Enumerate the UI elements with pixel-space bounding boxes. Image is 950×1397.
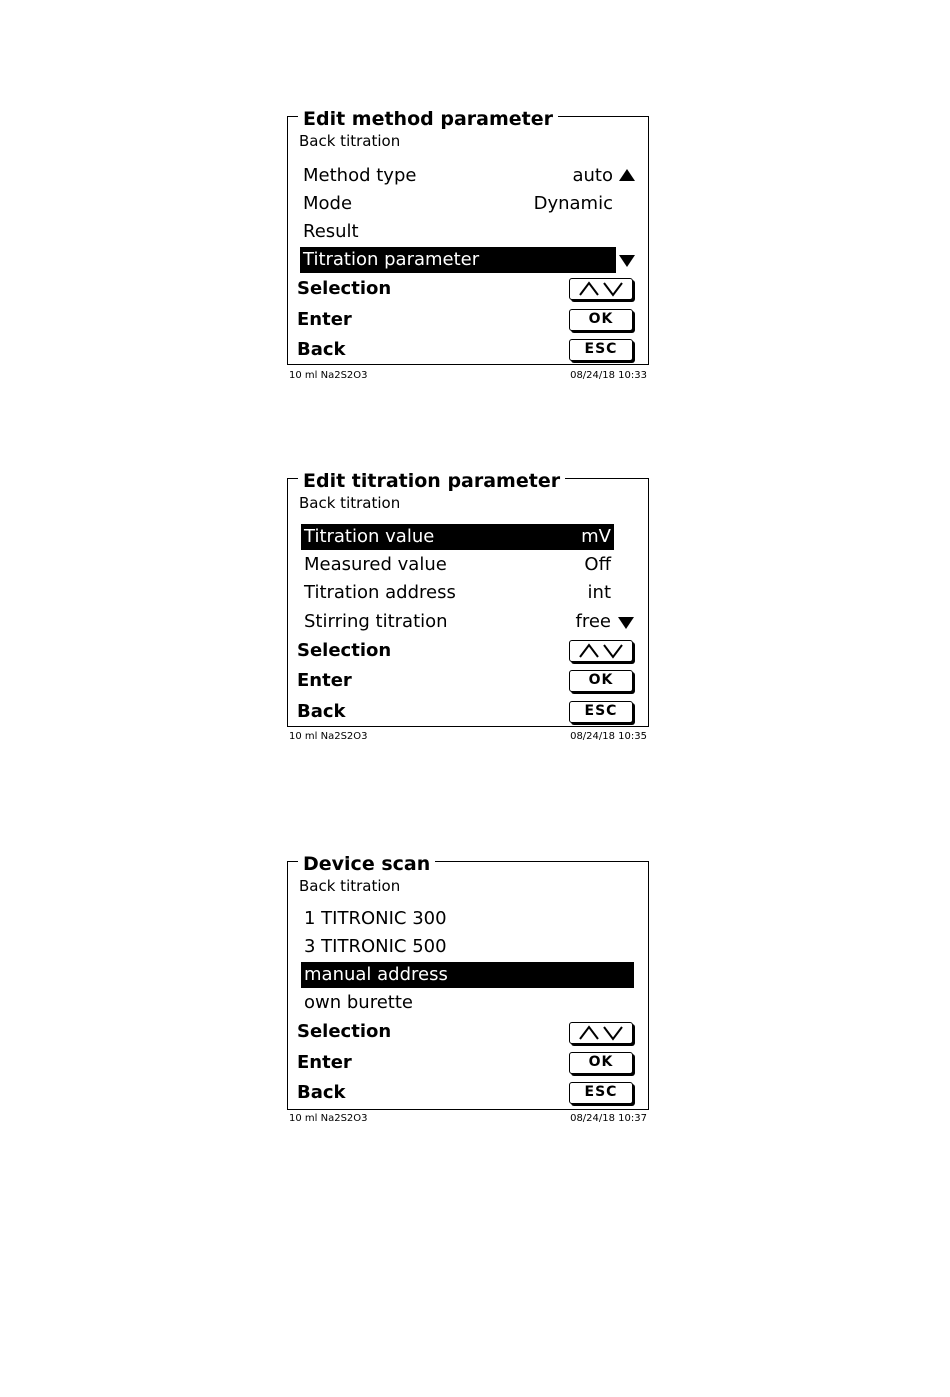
screen-subtitle: Back titration xyxy=(299,132,401,150)
screen-title: Edit method parameter xyxy=(298,109,558,129)
menu-item-measured-value[interactable] xyxy=(301,552,614,578)
screen-edit-titration-parameter xyxy=(287,470,649,727)
up-down-arrows-icon xyxy=(577,1024,625,1041)
esc-key[interactable]: ESC xyxy=(569,701,633,723)
footer-datetime: 08/24/18 10:33 xyxy=(570,370,647,381)
menu-item-device-1[interactable] xyxy=(301,906,634,932)
menu-item-label: Titration address xyxy=(304,582,456,603)
footer-reagent: 10 ml Na2S2O3 xyxy=(289,731,368,742)
footer-datetime: 08/24/18 10:35 xyxy=(570,731,647,742)
menu-item-value: auto xyxy=(572,165,613,186)
ok-key[interactable]: OK xyxy=(569,1052,633,1074)
menu-item-value: Dynamic xyxy=(533,193,613,214)
up-down-arrows-icon xyxy=(577,642,625,659)
menu-item-method-type[interactable] xyxy=(300,163,616,189)
scroll-down-icon xyxy=(619,255,635,267)
menu-item-label: Result xyxy=(303,221,359,242)
back-label: Back xyxy=(297,339,346,360)
menu-item-value: int xyxy=(587,582,611,603)
menu-item-device-3[interactable] xyxy=(301,934,634,960)
menu-item-value: Off xyxy=(584,554,611,575)
menu-item-stirring-titration[interactable] xyxy=(301,609,614,635)
enter-label: Enter xyxy=(297,1052,352,1073)
menu-item-titration-address[interactable] xyxy=(301,580,614,606)
back-label: Back xyxy=(297,1082,346,1103)
menu-item-value: mV xyxy=(581,526,611,547)
scroll-down-icon xyxy=(618,617,634,629)
menu-item-label: Method type xyxy=(303,165,417,186)
ok-key[interactable]: OK xyxy=(569,309,633,331)
footer-datetime: 08/24/18 10:37 xyxy=(570,1113,647,1124)
screen-device-scan xyxy=(287,853,649,1110)
menu-item-label: 3 TITRONIC 500 xyxy=(304,936,447,957)
screen-edit-method-parameter xyxy=(287,108,649,365)
menu-item-label: 1 TITRONIC 300 xyxy=(304,908,447,929)
screen-title: Edit titration parameter xyxy=(298,471,565,491)
menu-item-mode[interactable] xyxy=(300,191,616,217)
menu-item-titration-parameter[interactable] xyxy=(300,247,616,273)
menu-item-value: free xyxy=(575,611,611,632)
menu-item-label: manual address xyxy=(304,964,448,985)
back-label: Back xyxy=(297,701,346,722)
menu-item-label: Measured value xyxy=(304,554,447,575)
selection-label: Selection xyxy=(297,640,392,661)
menu-item-label: own burette xyxy=(304,992,413,1013)
footer-reagent: 10 ml Na2S2O3 xyxy=(289,370,368,381)
menu-item-titration-value[interactable] xyxy=(301,524,614,550)
selection-key[interactable] xyxy=(569,640,633,662)
menu-item-label: Titration value xyxy=(304,526,435,547)
selection-key[interactable] xyxy=(569,278,633,300)
esc-key[interactable]: ESC xyxy=(569,339,633,361)
menu-item-label: Mode xyxy=(303,193,353,214)
menu-item-label: Stirring titration xyxy=(304,611,448,632)
selection-label: Selection xyxy=(297,278,392,299)
esc-key[interactable]: ESC xyxy=(569,1082,633,1104)
selection-label: Selection xyxy=(297,1021,392,1042)
menu-item-own-burette[interactable] xyxy=(301,990,634,1016)
footer-reagent: 10 ml Na2S2O3 xyxy=(289,1113,368,1124)
enter-label: Enter xyxy=(297,670,352,691)
enter-label: Enter xyxy=(297,309,352,330)
selection-key[interactable] xyxy=(569,1022,633,1044)
menu-item-result[interactable] xyxy=(300,219,616,245)
menu-item-manual-address[interactable] xyxy=(301,962,634,988)
screen-subtitle: Back titration xyxy=(299,494,401,512)
scroll-up-icon xyxy=(619,169,635,181)
up-down-arrows-icon xyxy=(577,280,625,297)
screen-subtitle: Back titration xyxy=(299,877,401,895)
ok-key[interactable]: OK xyxy=(569,670,633,692)
menu-item-label: Titration parameter xyxy=(303,249,480,270)
screen-title: Device scan xyxy=(298,854,435,874)
